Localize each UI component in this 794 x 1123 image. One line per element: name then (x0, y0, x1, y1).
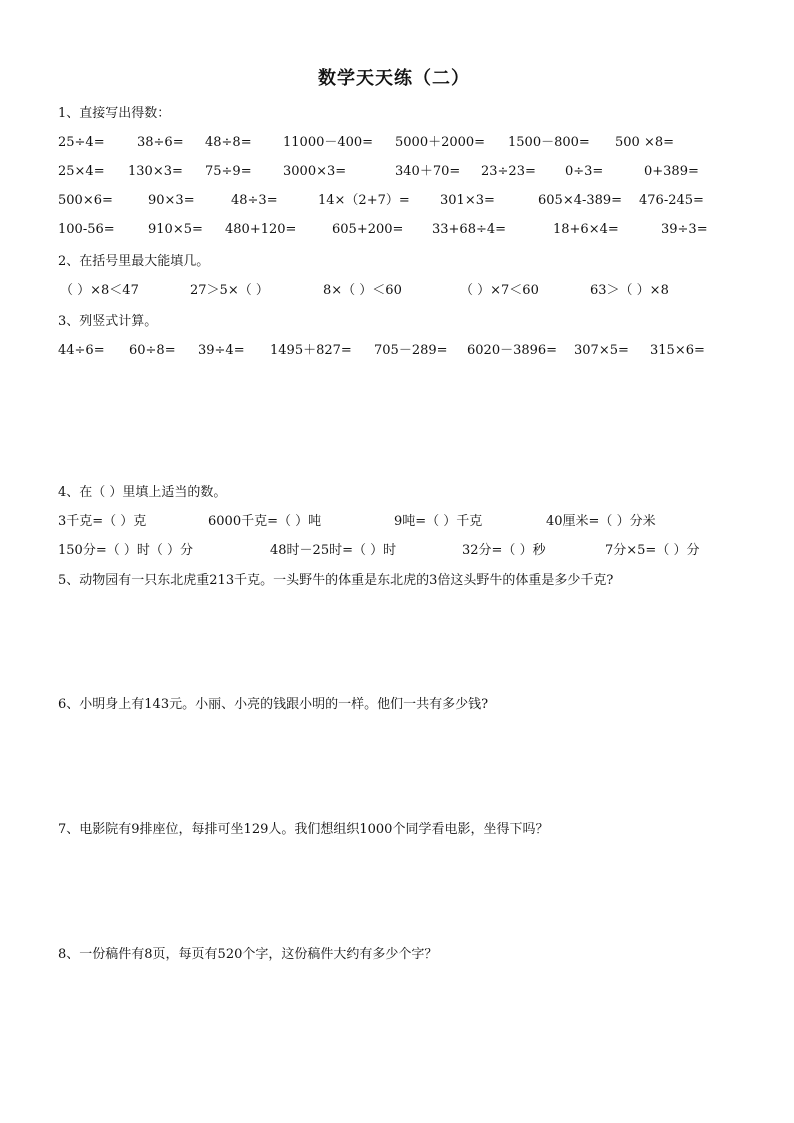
unit-conversion-item: 40厘米=（ ）分米 (546, 514, 656, 529)
unit-conversion-item: 6000千克=（ ）吨 (208, 514, 322, 529)
arithmetic-item: 130×3= (128, 164, 183, 179)
word-problem-6: 6、小明身上有143元。小丽、小亮的钱跟小明的一样。他们一共有多少钱? (58, 697, 489, 712)
vertical-calc-item: 60÷8= (129, 343, 176, 358)
arithmetic-item: 48÷8= (205, 135, 252, 150)
word-problem-5: 5、动物园有一只东北虎重213千克。一头野牛的体重是东北虎的3倍这头野牛的体重是多少千克? (58, 573, 614, 588)
vertical-calc-item: 705－289= (374, 343, 448, 358)
section-3-heading: 3、列竖式计算。 (58, 314, 158, 329)
unit-conversion-item: 9吨=（ ）千克 (394, 514, 483, 529)
arithmetic-item: 48÷3= (231, 193, 278, 208)
arithmetic-item: 14×（2+7）= (318, 193, 410, 208)
arithmetic-item: 25×4= (58, 164, 105, 179)
unit-conversion-item: 7分×5=（ ）分 (605, 543, 700, 558)
arithmetic-item: 476-245= (639, 193, 704, 208)
unit-conversion-item: 32分=（ ）秒 (462, 543, 546, 558)
arithmetic-item: 33+68÷4= (432, 222, 507, 237)
section-1-heading: 1、直接写出得数： (58, 106, 171, 121)
unit-conversion-item: 3千克=（ ）克 (58, 514, 147, 529)
arithmetic-item: 605×4-389= (538, 193, 623, 208)
arithmetic-item: 500×6= (58, 193, 113, 208)
arithmetic-item: 18+6×4= (553, 222, 619, 237)
arithmetic-item: 605+200= (332, 222, 404, 237)
vertical-calc-item: 315×6= (650, 343, 705, 358)
arithmetic-item: 910×5= (148, 222, 203, 237)
arithmetic-item: 23÷23= (481, 164, 536, 179)
vertical-calc-item: 1495＋827= (270, 343, 352, 358)
word-problem-8: 8、一份稿件有8页，每页有520个字，这份稿件大约有多少个字？ (58, 947, 438, 962)
inequality-item: 8×（ ）＜60 (323, 283, 402, 298)
arithmetic-item: 38÷6= (137, 135, 184, 150)
page-title: 数学天天练（二） (318, 68, 470, 89)
inequality-item: 27＞5×（ ） (190, 283, 269, 298)
inequality-item: （ ）×8＜47 (60, 283, 139, 298)
arithmetic-item: 340＋70= (395, 164, 461, 179)
vertical-calc-item: 39÷4= (198, 343, 245, 358)
arithmetic-item: 1500－800= (508, 135, 590, 150)
section-2-heading: 2、在括号里最大能填几。 (58, 254, 210, 269)
arithmetic-item: 500 ×8= (615, 135, 675, 150)
vertical-calc-item: 44÷6= (58, 343, 105, 358)
arithmetic-item: 0÷3= (565, 164, 604, 179)
inequality-item: （ ）×7＜60 (460, 283, 539, 298)
arithmetic-item: 3000×3= (283, 164, 347, 179)
arithmetic-item: 480+120= (225, 222, 297, 237)
arithmetic-item: 5000＋2000= (395, 135, 486, 150)
vertical-calc-item: 307×5= (574, 343, 629, 358)
arithmetic-item: 90×3= (148, 193, 195, 208)
arithmetic-item: 100-56= (58, 222, 115, 237)
arithmetic-item: 39÷3= (661, 222, 708, 237)
word-problem-7: 7、电影院有9排座位，每排可坐129人。我们想组织1000个同学看电影，坐得下吗？ (58, 822, 549, 837)
inequality-item: 63＞（ ）×8 (590, 283, 669, 298)
arithmetic-item: 0+389= (644, 164, 699, 179)
arithmetic-item: 301×3= (440, 193, 495, 208)
arithmetic-item: 25÷4= (58, 135, 105, 150)
unit-conversion-item: 150分=（ ）时（ ）分 (58, 543, 193, 558)
unit-conversion-item: 48时－25时=（ ）时 (270, 543, 397, 558)
vertical-calc-item: 6020－3896= (467, 343, 558, 358)
section-4-heading: 4、在（ ）里填上适当的数。 (58, 485, 227, 500)
arithmetic-item: 11000－400= (283, 135, 374, 150)
arithmetic-item: 75÷9= (205, 164, 252, 179)
